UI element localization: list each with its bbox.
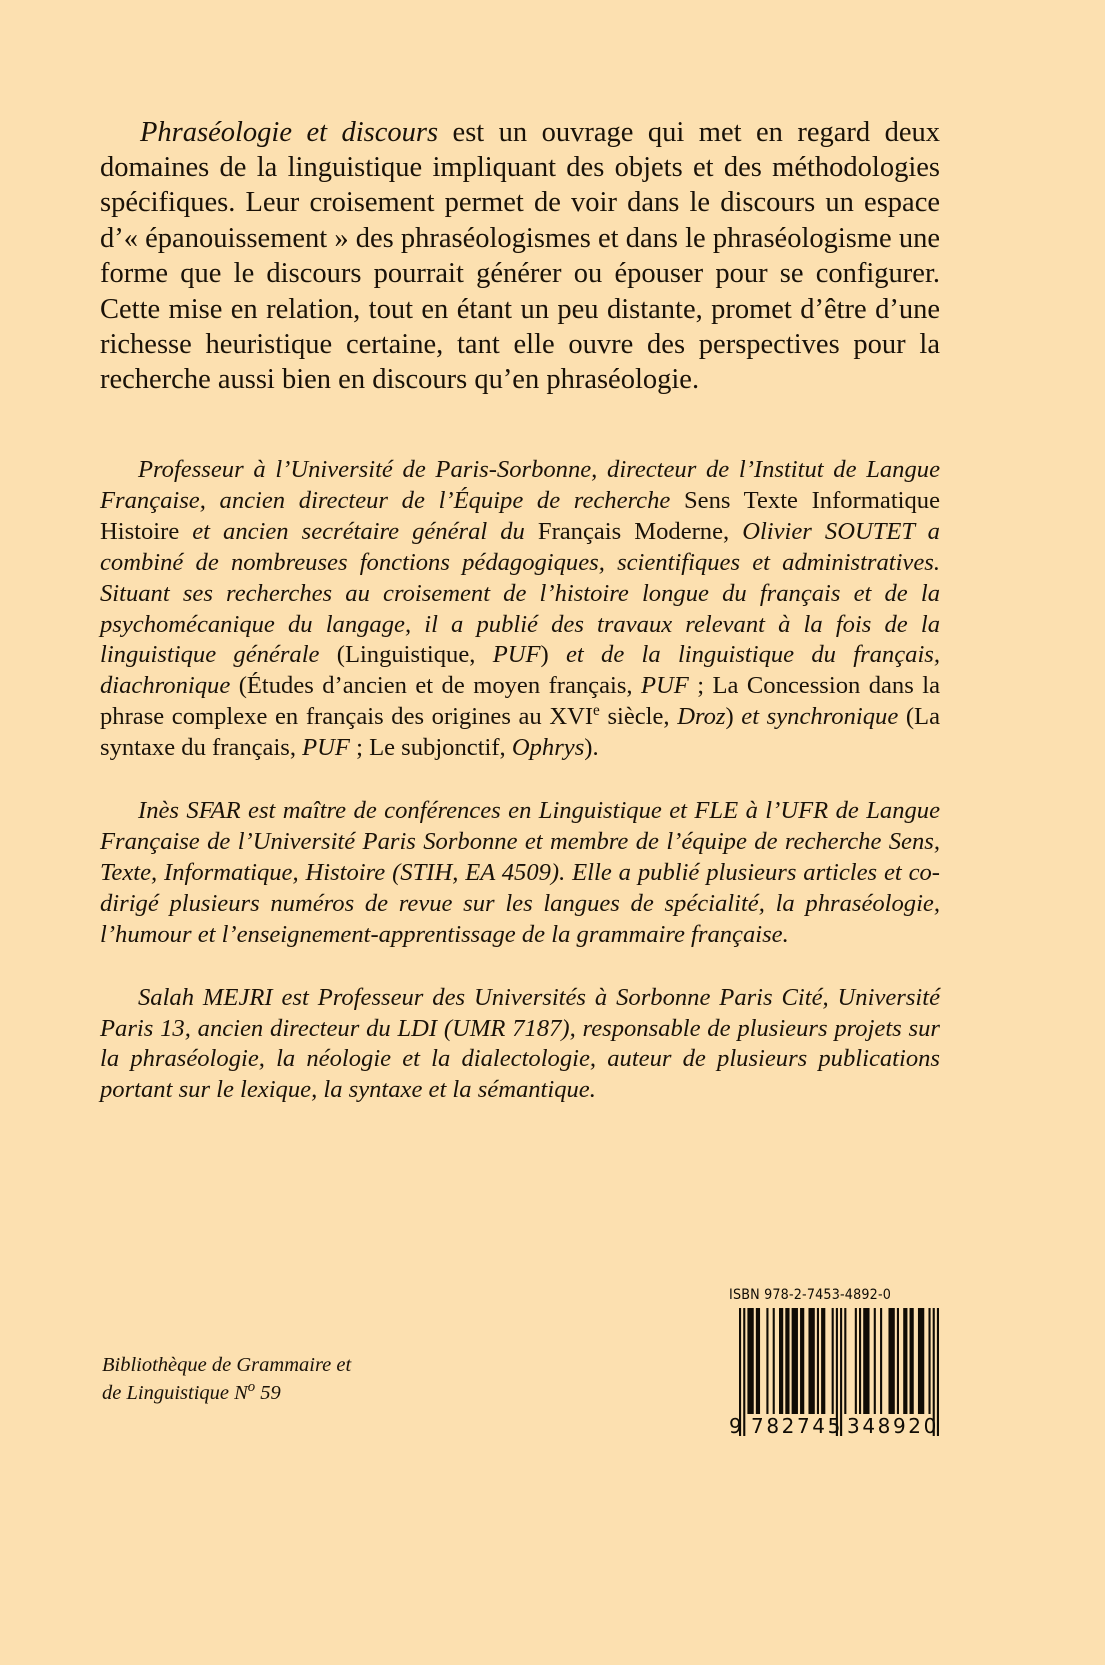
bio-soutet-seg8: ) [540,641,566,669]
barcode [729,1308,945,1436]
bio-soutet-seg5: Olivier SOUTET a combiné de nombreuses fonctions pédagogiques, scientifiques et administratives. Situant ses recherches au croisement de l’histoire longue du français et de la psychomécanique du langage, il a publié des travaux relevant à la fois de la linguistique générale [100,517,940,669]
isbn-text: ISBN 978-2-7453-4892-0 [729,1287,892,1303]
bio-soutet-work-1: (Linguistique, [336,641,476,669]
series-label-line2 [102,1379,522,1407]
bio-ines-sfar: Inès SFAR est maître de conférences en Linguistique et FLE à l’UFR de Langue Française de l’Université Paris Sorbonne et membre de l’équipe de recherche Sens, Texte, Informatique, Histoire (STIH, EA 4509). Elle a publié plusieurs articles et co-dirigé plusieurs numéros de revue sur les langues de spécialité, la phraséologie, l’humour et l’enseignement-apprentissage de la grammaire française. [100,797,940,948]
series-number-ordinal: o [247,1379,256,1396]
bio-soutet-ordinal-superscript: e [593,702,600,720]
barcode-bars-icon [729,1308,945,1436]
series-label [102,1351,522,1407]
bio-soutet-publisher-5: Ophrys [505,734,585,762]
blurb-paragraph [100,115,940,398]
bio-soutet-work-5: ; Le subjonctif, [349,734,506,762]
author-bios [100,455,940,1106]
bio-soutet-publisher-4: PUF [296,734,350,762]
bio-soutet-publisher-1: PUF [475,641,541,669]
bio-soutet-publisher-2: PUF [632,672,689,700]
series-label-line2-text: de Linguistique N [102,1382,248,1404]
bio-soutet-seg9: et de la linguistique du français, diachronique [100,641,940,700]
barcode-digit-group-1: 782745 [751,1414,843,1438]
bio-soutet-work-4: (La syntaxe du français, [100,703,940,762]
series-label-line1: Bibliothèque de Grammaire et [102,1354,352,1376]
barcode-digit-leading: 9 [729,1414,742,1438]
bio-soutet-seg15: ) [725,703,742,731]
series-number: 59 [255,1382,281,1404]
bio-olivier-soutet [100,455,940,764]
bio-salah-mejri: Salah MEJRI est Professeur des Universités à Sorbonne Paris Cité, Université Paris 13, ancien directeur du LDI (UMR 7187), responsable de plusieurs projets sur la phraséologie, la néologie et la dialectologie, auteur de plusieurs publications portant sur le lexique, la syntaxe et la sémantique. [100,983,940,1104]
blurb-book-title: Phraséologie et discours [140,116,439,148]
bio-soutet-work-3: ; La Concession dans la phrase complexe en français des origines au XVI [100,672,940,731]
bio-soutet-publisher-3: Droz [669,703,726,731]
blurb-body: est un ouvrage qui met en regard deux domaines de la linguistique impliquant des objets et des méthodologies spécifiques. Leur croisement permet de voir dans le discours un espace d’« épanouissement » des phraséologismes et dans le phraséologisme une forme que le discours pourrait générer ou épouser pour se configurer. Cette mise en relation, tout en étant un peu distante, promet d’être d’une richesse heuristique certaine, tant elle ouvre des perspectives pour la recherche aussi bien en discours qu’en phraséologie. [100,116,940,396]
bio-soutet-seg16: et synchronique [741,703,906,731]
bio-soutet-work-3-cont: siècle, [599,703,670,731]
isbn-barcode-block [729,1287,945,1436]
bio-soutet-journal: Français Moderne, [537,517,730,545]
barcode-digit-group-2: 348920 [847,1414,939,1438]
bio-soutet-closing: ). [584,734,599,762]
bio-soutet-research-team: Sens Texte Informatique Histoire [100,486,940,545]
bio-soutet-work-2: (Études d’ancien et de moyen français, [238,672,633,700]
bio-soutet-seg3: et ancien secrétaire général du [179,517,538,545]
bio-soutet-seg1: Professeur à l’Université de Paris-Sorbonne, directeur de l’Institut de Langue Française, ancien directeur de l’Équipe de recherche [100,456,940,514]
